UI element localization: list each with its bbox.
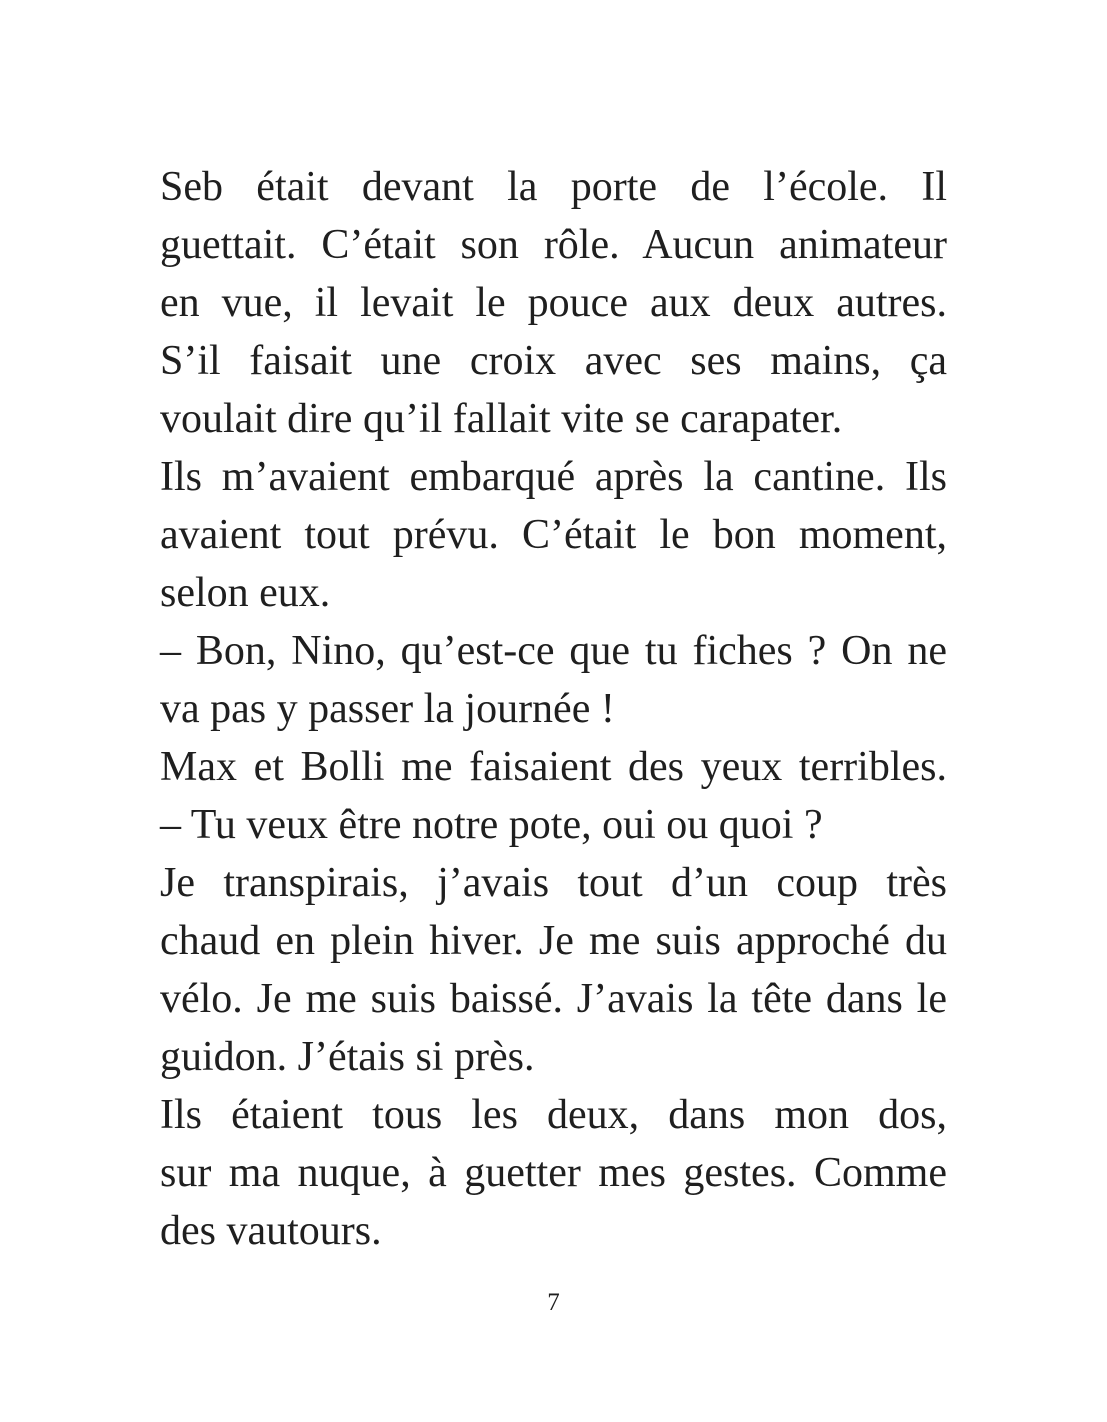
text-line: avaient tout prévu. C’était le bon moment,: [160, 512, 947, 558]
text-line: – Bon, Nino, qu’est-ce que tu fiches ? On ne: [160, 628, 947, 674]
text-line: va pas y passer la journée !: [160, 686, 615, 732]
text-line: des vautours.: [160, 1208, 382, 1254]
text-line: Max et Bolli me faisaient des yeux terribles.: [160, 744, 947, 790]
text-line: Ils étaient tous les deux, dans mon dos,: [160, 1092, 947, 1138]
text-line: Ils m’avaient embarqué après la cantine. Ils: [160, 454, 947, 500]
text-line: – Tu veux être notre pote, oui ou quoi ?: [160, 802, 823, 848]
text-line: guettait. C’était son rôle. Aucun animateur: [160, 222, 947, 268]
text-line: en vue, il levait le pouce aux deux autres.: [160, 280, 947, 326]
page-text: [160, 158, 947, 1260]
text-line: selon eux.: [160, 570, 331, 616]
text-line: voulait dire qu’il fallait vite se carapater.: [160, 396, 843, 442]
text-line: chaud en plein hiver. Je me suis approché du: [160, 918, 947, 964]
text-line: sur ma nuque, à guetter mes gestes. Comme: [160, 1150, 947, 1196]
text-line: Je transpirais, j’avais tout d’un coup très: [160, 860, 947, 906]
text-line: vélo. Je me suis baissé. J’avais la tête dans le: [160, 976, 947, 1022]
text-line: S’il faisait une croix avec ses mains, ça: [160, 338, 947, 384]
text-line: guidon. J’étais si près.: [160, 1034, 535, 1080]
text-line: Seb était devant la porte de l’école. Il: [160, 164, 947, 210]
page-number: 7: [547, 1289, 560, 1316]
